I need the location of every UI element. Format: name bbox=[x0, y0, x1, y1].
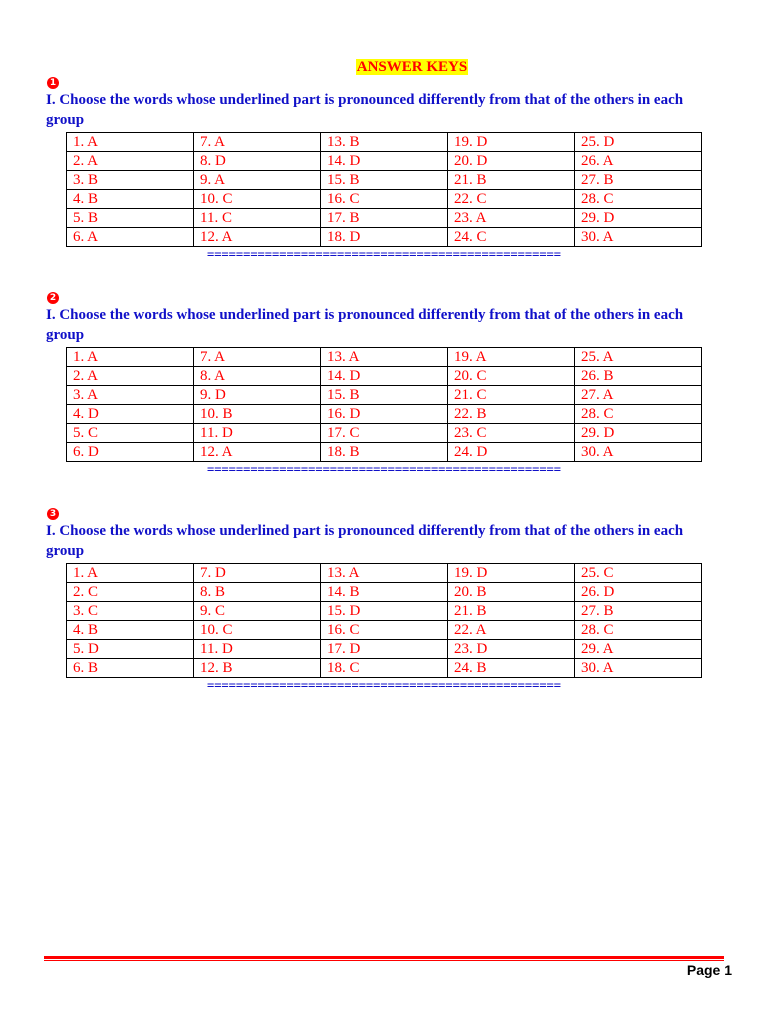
answer-cell: 21. B bbox=[448, 602, 575, 621]
answer-cell: 14. D bbox=[321, 152, 448, 171]
answer-cell: 7. A bbox=[194, 133, 321, 152]
page-number: Page 1 bbox=[686, 962, 732, 978]
answer-cell: 1. A bbox=[67, 348, 194, 367]
answer-cell: 9. A bbox=[194, 171, 321, 190]
answer-cell: 19. D bbox=[448, 133, 575, 152]
answer-table bbox=[66, 563, 702, 678]
answer-cell: 27. B bbox=[575, 602, 702, 621]
table-row bbox=[67, 659, 702, 678]
section-heading: I. Choose the words whose underlined part is pronounced differently from that of the others in each group bbox=[46, 92, 684, 128]
answer-cell: 3. C bbox=[67, 602, 194, 621]
table-row bbox=[67, 564, 702, 583]
answer-cell: 15. D bbox=[321, 602, 448, 621]
answer-cell: 29. D bbox=[575, 424, 702, 443]
answer-cell: 22. A bbox=[448, 621, 575, 640]
answer-cell: 29. A bbox=[575, 640, 702, 659]
answer-cell: 21. C bbox=[448, 386, 575, 405]
answer-cell: 1. A bbox=[67, 133, 194, 152]
answer-cell: 6. D bbox=[67, 443, 194, 462]
table-row bbox=[67, 405, 702, 424]
answer-table bbox=[66, 132, 702, 247]
answer-cell: 27. B bbox=[575, 171, 702, 190]
table-row bbox=[67, 443, 702, 462]
table-row bbox=[67, 621, 702, 640]
answer-cell: 7. D bbox=[194, 564, 321, 583]
answer-cell: 14. B bbox=[321, 583, 448, 602]
section-separator: ================================================= bbox=[206, 678, 561, 692]
answer-cell: 30. A bbox=[575, 659, 702, 678]
section-heading: I. Choose the words whose underlined part is pronounced differently from that of the others in each group bbox=[46, 307, 684, 343]
answer-cell: 10. B bbox=[194, 405, 321, 424]
table-row bbox=[67, 640, 702, 659]
answer-cell: 15. B bbox=[321, 386, 448, 405]
answer-cell: 18. B bbox=[321, 443, 448, 462]
answer-cell: 10. C bbox=[194, 190, 321, 209]
answer-section-3 bbox=[46, 508, 706, 692]
answer-cell: 12. A bbox=[194, 443, 321, 462]
answer-cell: 2. A bbox=[67, 152, 194, 171]
answer-cell: 28. C bbox=[575, 190, 702, 209]
answer-cell: 25. A bbox=[575, 348, 702, 367]
answer-cell: 24. D bbox=[448, 443, 575, 462]
answer-cell: 20. C bbox=[448, 367, 575, 386]
section-separator: ================================================= bbox=[206, 462, 561, 476]
answer-section-1 bbox=[46, 77, 706, 261]
answer-cell: 16. D bbox=[321, 405, 448, 424]
section-number-badge: 1 bbox=[47, 77, 59, 89]
answer-cell: 6. B bbox=[67, 659, 194, 678]
answer-cell: 11. C bbox=[194, 209, 321, 228]
answer-cell: 29. D bbox=[575, 209, 702, 228]
answer-cell: 3. A bbox=[67, 386, 194, 405]
section-heading: I. Choose the words whose underlined part is pronounced differently from that of the others in each group bbox=[46, 523, 684, 559]
section-separator: ================================================= bbox=[206, 247, 561, 261]
answer-cell: 9. D bbox=[194, 386, 321, 405]
table-row bbox=[67, 386, 702, 405]
answer-section-2 bbox=[46, 292, 706, 476]
answer-cell: 11. D bbox=[194, 424, 321, 443]
answer-cell: 21. B bbox=[448, 171, 575, 190]
answer-cell: 2. C bbox=[67, 583, 194, 602]
answer-cell: 20. B bbox=[448, 583, 575, 602]
page-title: ANSWER KEYS bbox=[356, 59, 468, 75]
table-row bbox=[67, 133, 702, 152]
answer-cell: 24. B bbox=[448, 659, 575, 678]
answer-cell: 3. B bbox=[67, 171, 194, 190]
answer-cell: 10. C bbox=[194, 621, 321, 640]
answer-cell: 9. C bbox=[194, 602, 321, 621]
answer-cell: 11. D bbox=[194, 640, 321, 659]
answer-cell: 26. B bbox=[575, 367, 702, 386]
footer-rule bbox=[44, 956, 724, 959]
answer-cell: 19. A bbox=[448, 348, 575, 367]
answer-table bbox=[66, 347, 702, 462]
answer-cell: 23. C bbox=[448, 424, 575, 443]
table-row bbox=[67, 367, 702, 386]
answer-cell: 2. A bbox=[67, 367, 194, 386]
answer-cell: 17. B bbox=[321, 209, 448, 228]
answer-cell: 13. B bbox=[321, 133, 448, 152]
table-row bbox=[67, 152, 702, 171]
answer-cell: 7. A bbox=[194, 348, 321, 367]
answer-cell: 4. B bbox=[67, 190, 194, 209]
answer-cell: 30. A bbox=[575, 443, 702, 462]
answer-cell: 19. D bbox=[448, 564, 575, 583]
answer-cell: 24. C bbox=[448, 228, 575, 247]
answer-cell: 17. C bbox=[321, 424, 448, 443]
answer-cell: 22. C bbox=[448, 190, 575, 209]
table-row bbox=[67, 602, 702, 621]
answer-cell: 25. D bbox=[575, 133, 702, 152]
answer-cell: 14. D bbox=[321, 367, 448, 386]
table-row bbox=[67, 171, 702, 190]
answer-cell: 17. D bbox=[321, 640, 448, 659]
answer-cell: 12. B bbox=[194, 659, 321, 678]
answer-cell: 5. D bbox=[67, 640, 194, 659]
table-row bbox=[67, 190, 702, 209]
answer-cell: 4. B bbox=[67, 621, 194, 640]
answer-cell: 18. D bbox=[321, 228, 448, 247]
table-row bbox=[67, 228, 702, 247]
table-row bbox=[67, 209, 702, 228]
answer-cell: 16. C bbox=[321, 621, 448, 640]
answer-cell: 8. A bbox=[194, 367, 321, 386]
answer-cell: 8. B bbox=[194, 583, 321, 602]
answer-cell: 1. A bbox=[67, 564, 194, 583]
answer-cell: 8. D bbox=[194, 152, 321, 171]
answer-cell: 26. A bbox=[575, 152, 702, 171]
page-title-wrap bbox=[0, 58, 768, 76]
answer-cell: 28. C bbox=[575, 621, 702, 640]
table-row bbox=[67, 424, 702, 443]
answer-cell: 13. A bbox=[321, 348, 448, 367]
answer-cell: 12. A bbox=[194, 228, 321, 247]
answer-cell: 27. A bbox=[575, 386, 702, 405]
answer-cell: 23. A bbox=[448, 209, 575, 228]
answer-cell: 26. D bbox=[575, 583, 702, 602]
answer-cell: 5. C bbox=[67, 424, 194, 443]
section-number-badge: 2 bbox=[47, 292, 59, 304]
answer-cell: 30. A bbox=[575, 228, 702, 247]
answer-cell: 4. D bbox=[67, 405, 194, 424]
answer-cell: 28. C bbox=[575, 405, 702, 424]
answer-cell: 6. A bbox=[67, 228, 194, 247]
footer-rule-thin bbox=[44, 960, 724, 961]
answer-cell: 15. B bbox=[321, 171, 448, 190]
answer-cell: 25. C bbox=[575, 564, 702, 583]
answer-cell: 16. C bbox=[321, 190, 448, 209]
answer-cell: 13. A bbox=[321, 564, 448, 583]
section-number-badge: 3 bbox=[47, 508, 59, 520]
answer-cell: 20. D bbox=[448, 152, 575, 171]
answer-cell: 5. B bbox=[67, 209, 194, 228]
answer-cell: 22. B bbox=[448, 405, 575, 424]
table-row bbox=[67, 583, 702, 602]
answer-cell: 18. C bbox=[321, 659, 448, 678]
table-row bbox=[67, 348, 702, 367]
answer-cell: 23. D bbox=[448, 640, 575, 659]
